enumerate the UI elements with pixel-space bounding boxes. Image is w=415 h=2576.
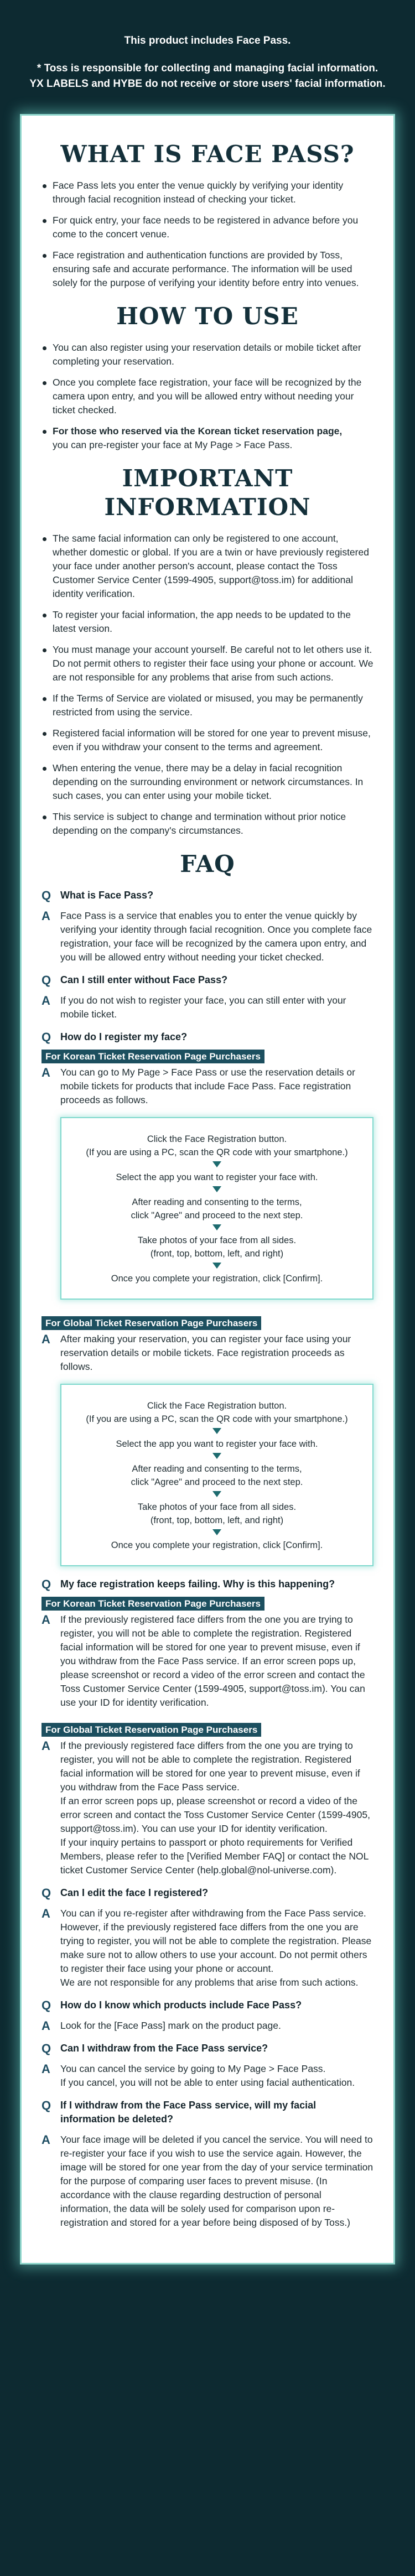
- faq-question-row: [42, 2042, 374, 2055]
- flow-step-select-app: Select the app you want to register your face with.: [116, 1172, 318, 1182]
- flow-step-text: After reading and consenting to the terms,: [132, 1197, 302, 1207]
- flow-step-note: (If you are using a PC, scan the QR code with your smartphone.): [86, 1147, 348, 1157]
- faq-answer-row: [42, 1739, 374, 1877]
- flow-step-text: click "Agree" and proceed to the next step.: [131, 1211, 303, 1221]
- flow-step-take-photos: [68, 1234, 366, 1260]
- faq-item-how-to-register: [42, 1030, 374, 1566]
- top-notice: [0, 0, 415, 114]
- list-item: The same facial information can only be registered to one account, whether domestic or global. If you are a twin or have previously registered your face under another person's account, please contact the Toss Customer Service Center (1599-4905, support@toss.im) for additional identity verification.: [42, 532, 374, 601]
- question-mark-label: Q: [42, 2099, 51, 2112]
- notice-no-storage: YX LABELS and HYBE do not receive or store users' facial information.: [29, 78, 386, 90]
- how-to-use-section: [42, 302, 374, 452]
- flow-step-take-photos: [68, 1500, 366, 1527]
- question-mark-label: Q: [42, 1998, 51, 2012]
- faq-answer-row: [42, 2019, 374, 2033]
- arrow-down-icon: [212, 1161, 221, 1167]
- list-item: When entering the venue, there may be a delay in facial recognition depending on the surrounding environment or network circumstances. In such cases, you can enter using your mobile ticket.: [42, 761, 374, 803]
- answer-mark-label: A: [42, 1739, 50, 1753]
- question-mark-label: Q: [42, 973, 51, 987]
- arrow-down-icon: [212, 1529, 221, 1535]
- question-mark-label: Q: [42, 2042, 51, 2055]
- arrow-down-icon: [212, 1491, 221, 1497]
- faq-answer: Look for the [Face Pass] mark on the product page.: [60, 2020, 281, 2031]
- faq-item-registration-failing: [42, 1577, 374, 1877]
- faq-question: Can I edit the face I registered?: [60, 1887, 209, 1898]
- faq-answer-part: If the previously registered face differs from the one you are trying to register, you will not be able to complete the registration. Registered facial information will be stored for one year to prevent misuse, even if you withdraw from the Face Pass service.: [60, 1740, 360, 1793]
- korean-purchasers-badge: For Korean Ticket Reservation Page Purchasers: [42, 1050, 264, 1063]
- answer-mark-label: A: [42, 909, 50, 923]
- important-information-list: [42, 532, 374, 838]
- faq-answer-part: You can cancel the service by going to My Page > Face Pass.: [60, 2063, 326, 2074]
- flow-step-text: After reading and consenting to the terms,: [132, 1464, 302, 1474]
- flow-step-face-registration: [68, 1399, 366, 1426]
- faq-answer-part: If you cancel, you will not be able to enter using facial authentication.: [60, 2077, 355, 2088]
- answer-mark-label: A: [42, 2019, 50, 2033]
- korean-purchasers-badge: For Korean Ticket Reservation Page Purchasers: [42, 1597, 264, 1611]
- answer-mark-label: A: [42, 1332, 50, 1346]
- list-item: This service is subject to change and termination without prior notice depending on the company's circumstances.: [42, 810, 374, 838]
- faq-item-data-deletion: [42, 2099, 374, 2230]
- faq-question: How do I register my face?: [60, 1031, 188, 1042]
- faq-question-row: [42, 1998, 374, 2012]
- list-item: If the Terms of Service are violated or misused, you may be permanently restricted from using the service.: [42, 692, 374, 719]
- faq-answer-part: If an error screen pops up, please screenshot or record a video of the error screen and contact the Toss Customer Service Center (1599-4905, support@toss.im). You can use your ID for identity verification.: [60, 1795, 370, 1834]
- faq-answer-row: [42, 1332, 374, 1374]
- faq-answer-part: If your inquiry pertains to passport or photo requirements for Verified Members, please refer to the [Verified Member FAQ] or contact the NOL ticket Customer Service Center (help.global@nol-universe.com).: [60, 1837, 369, 1876]
- flow-step-note: (front, top, bottom, left, and right): [150, 1249, 284, 1259]
- question-mark-label: Q: [42, 1030, 51, 1044]
- faq-item-which-products: [42, 1998, 374, 2033]
- faq-question: Can I withdraw from the Face Pass service?: [60, 2043, 268, 2054]
- answer-mark-label: A: [42, 2062, 50, 2076]
- flow-step-text: click "Agree" and proceed to the next step.: [131, 1477, 303, 1487]
- korean-preregister-heading: For those who reserved via the Korean ticket reservation page,: [53, 425, 343, 437]
- faq-question-row: [42, 1577, 374, 1591]
- important-information-section: [42, 464, 374, 838]
- faq-answer: Your face image will be deleted if you cancel the service. You will need to re-register your face if you wish to use the service again. However, the image will be stored for one year from the day of your service termination for the purpose of comparing user faces to prevent misuse. (In accordance with the clause regarding destruction of personal information, the data will be solely used for comparison upon re-registration and stored for a year before being disposed of by Toss.): [60, 2134, 374, 2228]
- flow-step-note: (front, top, bottom, left, and right): [150, 1515, 284, 1525]
- faq-question-row: [42, 889, 374, 902]
- faq-question-row: [42, 973, 374, 987]
- faq-answer: You can go to My Page > Face Pass or use the reservation details or mobile tickets for products that include Face Pass. Face registration proceeds as follows.: [60, 1067, 355, 1105]
- list-item: You can also register using your reservation details or mobile ticket after completing your reservation.: [42, 341, 374, 368]
- list-item: Face Pass lets you enter the venue quickly by verifying your identity through facial recognition instead of checking your ticket.: [42, 179, 374, 206]
- answer-mark-label: A: [42, 1907, 50, 1920]
- what-is-face-pass-list: [42, 179, 374, 290]
- faq-answer-part: We are not responsible for any problems that arise from such actions.: [60, 1977, 359, 1988]
- faq-item-what-is-face-pass: [42, 889, 374, 964]
- faq-question-row: [42, 1030, 374, 1044]
- flow-step-text: Take photos of your face from all sides.: [137, 1235, 297, 1245]
- flow-step-text: Click the Face Registration button.: [147, 1401, 287, 1411]
- question-mark-label: Q: [42, 1577, 51, 1591]
- question-mark-label: Q: [42, 1886, 51, 1900]
- list-item: Once you complete face registration, your face will be recognized by the camera upon entry, and you will be allowed entry without needing your ticket checked.: [42, 376, 374, 417]
- faq-answer-row: [42, 994, 374, 1021]
- faq-answer: [60, 1739, 374, 1877]
- faq-question-row: [42, 1886, 374, 1900]
- flow-step-note: (If you are using a PC, scan the QR code with your smartphone.): [86, 1414, 348, 1424]
- faq-answer-row: [42, 2133, 374, 2230]
- answer-mark-label: A: [42, 1613, 50, 1627]
- list-item: You must manage your account yourself. Be careful not to let others use it. Do not permit others to register their face using your phone or account. We are not responsible for any problems that arise from such actions.: [42, 643, 374, 684]
- flow-step-face-registration: [68, 1133, 366, 1159]
- bottom-spacer: [0, 2287, 415, 2295]
- faq-section: [42, 850, 374, 2230]
- question-mark-label: Q: [42, 889, 51, 902]
- list-item-korean-preregister: [42, 424, 374, 452]
- korean-preregister-text: you can pre-register your face at My Page > Face Pass.: [53, 439, 293, 450]
- faq-item-withdraw: [42, 2042, 374, 2090]
- global-purchasers-badge: For Global Ticket Reservation Page Purchasers: [42, 1316, 261, 1330]
- faq-item-edit-registered-face: [42, 1886, 374, 1990]
- faq-answer: [60, 2062, 355, 2090]
- face-pass-info-card: [20, 114, 395, 2265]
- faq-answer-row: [42, 1066, 374, 1107]
- faq-item-enter-without-face-pass: [42, 973, 374, 1021]
- faq-title: FAQ: [180, 850, 235, 877]
- list-item: Face registration and authentication functions are provided by Toss, ensuring safe and accurate performance. The information will be used solely for the purpose of verifying your identity before entry into venues.: [42, 248, 374, 290]
- arrow-down-icon: [212, 1224, 221, 1230]
- faq-question: If I withdraw from the Face Pass service, will my facial information be deleted?: [60, 2100, 317, 2125]
- what-is-face-pass-section: [42, 140, 374, 290]
- faq-answer: If the previously registered face differs from the one you are trying to register, you will not be able to complete the registration. Registered facial information will be stored for one year to prevent misuse, even if you withdraw from the Face Pass service. If an error screen pops up, please screenshot or record a video of the error screen and contact the Toss Customer Service Center (1599-4905, support@toss.im). You can use your ID for identity verification.: [60, 1614, 365, 1708]
- faq-question: Can I still enter without Face Pass?: [60, 974, 228, 985]
- flow-step-agree-terms: [68, 1462, 366, 1489]
- how-to-use-list: [42, 341, 374, 452]
- list-item: Registered facial information will be stored for one year to prevent misuse, even if you withdraw your consent to the terms and agreement.: [42, 726, 374, 754]
- flow-step-confirm: Once you complete your registration, click [Confirm].: [111, 1274, 323, 1284]
- global-purchasers-badge: For Global Ticket Reservation Page Purchasers: [42, 1723, 261, 1737]
- faq-question: What is Face Pass?: [60, 890, 154, 901]
- faq-question: My face registration keeps failing. Why is this happening?: [60, 1578, 335, 1590]
- faq-answer-row: [42, 2062, 374, 2090]
- faq-answer-row: [42, 909, 374, 964]
- important-title-line1: IMPORTANT: [122, 465, 293, 492]
- answer-mark-label: A: [42, 1066, 50, 1079]
- faq-question: How do I know which products include Face Pass?: [60, 1999, 302, 2011]
- flow-step-text: Click the Face Registration button.: [147, 1134, 287, 1144]
- registration-flow-global: [60, 1384, 374, 1566]
- faq-question-row: [42, 2099, 374, 2126]
- flow-step-agree-terms: [68, 1196, 366, 1222]
- arrow-down-icon: [212, 1428, 221, 1434]
- arrow-down-icon: [212, 1453, 221, 1459]
- faq-answer: After making your reservation, you can register your face using your reservation details or mobile tickets. Face registration proceeds as follows.: [60, 1333, 351, 1372]
- answer-mark-label: A: [42, 2133, 50, 2147]
- flow-step-confirm: Once you complete your registration, click [Confirm].: [111, 1540, 323, 1550]
- faq-answer-part: You can if you re-register after withdrawing from the Face Pass service. However, if the previously registered face differs from the one you are trying to register, you will not be able to complete the registration. Please make sure not to allow others to use your account. Do not permit others to register their face using your phone or account.: [60, 1908, 372, 1974]
- faq-answer: [60, 1907, 374, 1990]
- faq-answer-row: [42, 1907, 374, 1990]
- how-to-use-title: HOW TO USE: [116, 303, 299, 330]
- list-item: For quick entry, your face needs to be registered in advance before you come to the concert venue.: [42, 214, 374, 241]
- important-information-title: [42, 464, 374, 522]
- registration-flow-korean: [60, 1117, 374, 1300]
- faq-answer-row: [42, 1613, 374, 1710]
- faq-answer: If you do not wish to register your face, you can still enter with your mobile ticket.: [60, 995, 346, 1020]
- arrow-down-icon: [212, 1263, 221, 1269]
- notice-toss-responsibility: * Toss is responsible for collecting and managing facial information.: [37, 63, 378, 74]
- what-is-face-pass-title: WHAT IS FACE PASS?: [60, 141, 355, 168]
- list-item: To register your facial information, the app needs to be updated to the latest version.: [42, 608, 374, 636]
- faq-answer: Face Pass is a service that enables you to enter the venue quickly by verifying your identity through facial recognition. Once you complete face registration, your face will be recognized by the camera upon entry, and you will be allowed entry without needing your ticket checked.: [60, 910, 372, 963]
- flow-step-select-app: Select the app you want to register your face with.: [116, 1439, 318, 1449]
- flow-step-text: Take photos of your face from all sides.: [137, 1502, 297, 1512]
- arrow-down-icon: [212, 1186, 221, 1192]
- notice-includes-face-pass: This product includes Face Pass.: [124, 35, 291, 46]
- important-title-line2: INFORMATION: [104, 494, 311, 521]
- answer-mark-label: A: [42, 994, 50, 1007]
